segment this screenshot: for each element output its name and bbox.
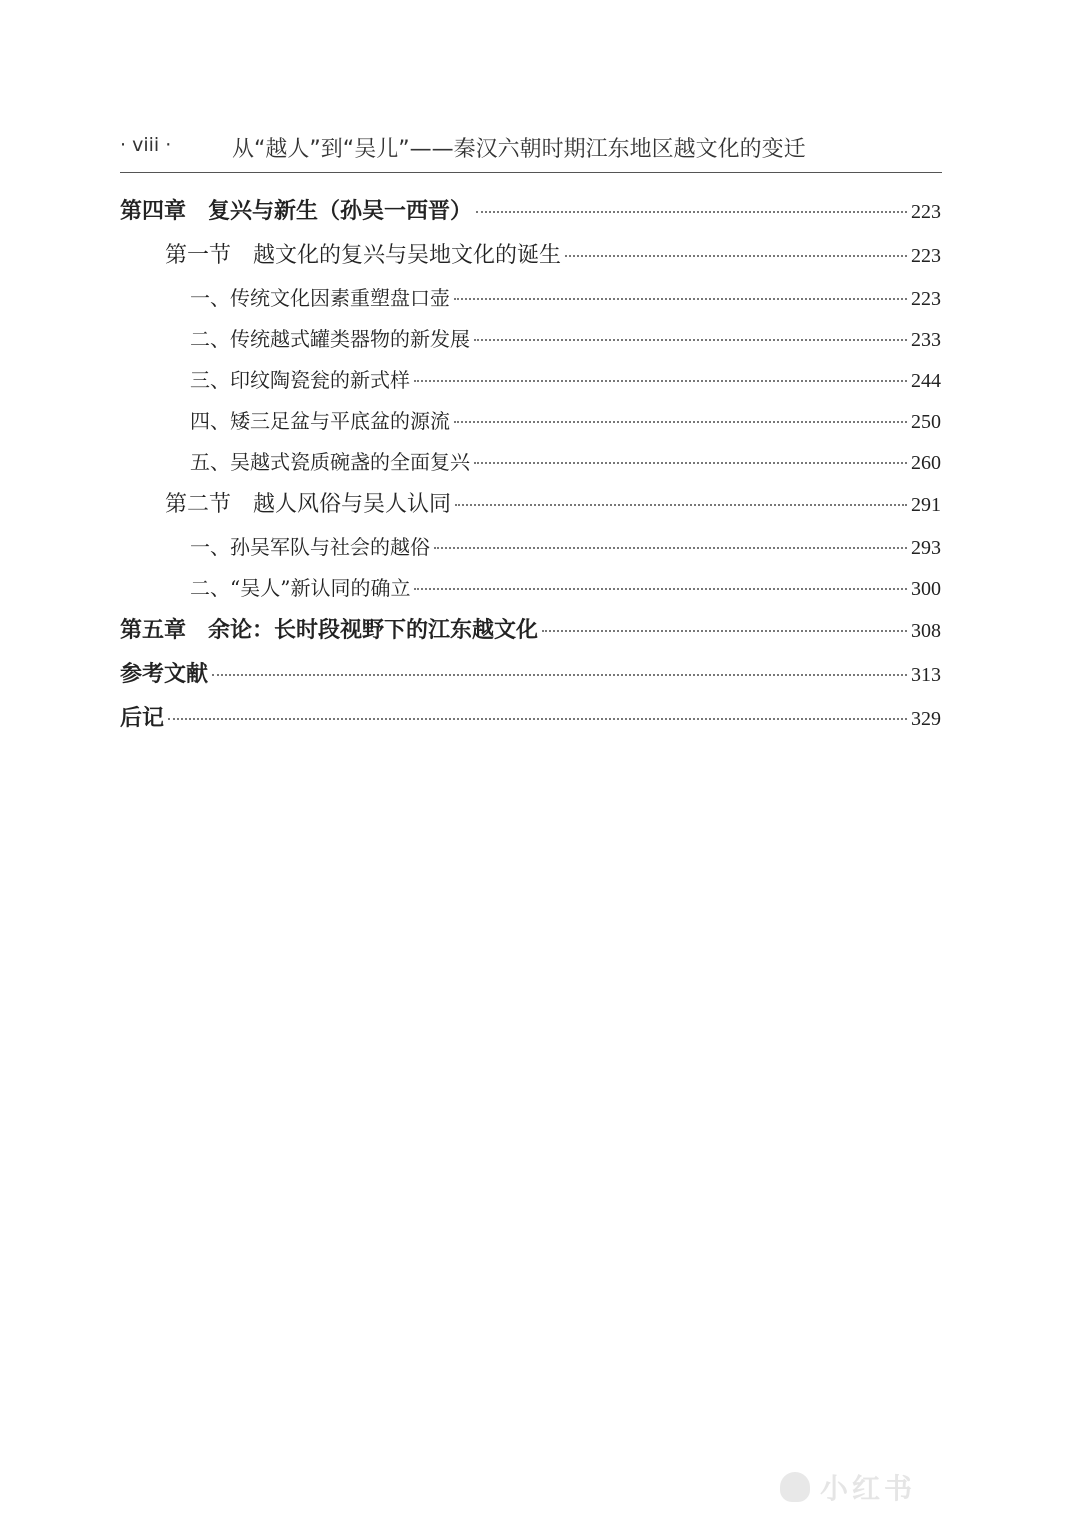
dot-leader xyxy=(474,339,907,341)
running-header xyxy=(120,128,942,173)
toc-entry-page: 244 xyxy=(911,370,941,392)
toc-entry-label: 参考文献 xyxy=(120,662,209,687)
toc-entry-sub[interactable] xyxy=(120,446,941,487)
toc-entry-label: 后记 xyxy=(120,706,165,731)
toc-entry-label: 第五章 余论：长时段视野下的江东越文化 xyxy=(120,618,539,643)
toc-entry-label: 二、传统越式罐类器物的新发展 xyxy=(190,327,470,351)
dot-leader xyxy=(476,211,907,213)
header-book-title: 从“越人”到“吴儿”——秦汉六朝时期江东地区越文化的变迁 xyxy=(232,137,806,162)
dot-leader xyxy=(542,630,907,632)
toc-entry-label: 四、矮三足盆与平底盆的源流 xyxy=(190,409,450,433)
dot-leader xyxy=(414,380,907,382)
toc-entry-sub[interactable] xyxy=(120,282,941,323)
toc-entry-label: 三、印纹陶瓷瓮的新式样 xyxy=(190,368,410,392)
toc-entry-sub[interactable] xyxy=(120,364,941,405)
toc-entry-sub[interactable] xyxy=(120,572,941,613)
toc-entry-afterword[interactable] xyxy=(120,701,941,745)
dot-leader xyxy=(565,255,907,257)
toc-entry-label: 第二节 越人风俗与吴人认同 xyxy=(165,492,452,517)
toc-entry-section-1[interactable] xyxy=(120,238,941,282)
toc-entry-label: 一、传统文化因素重塑盘口壶 xyxy=(190,286,450,310)
toc-entry-references[interactable] xyxy=(120,657,941,701)
toc-entry-label: 第一节 越文化的复兴与吴地文化的诞生 xyxy=(165,243,562,268)
toc-entry-page: 250 xyxy=(911,411,941,433)
toc-entry-page: 223 xyxy=(911,245,941,267)
toc-entry-page: 223 xyxy=(911,201,941,223)
toc-entry-page: 233 xyxy=(911,329,941,351)
watermark xyxy=(780,1465,1070,1509)
toc-entry-chapter-4[interactable] xyxy=(120,194,941,238)
toc-entry-label: 二、“吴人”新认同的确立 xyxy=(190,576,411,600)
toc-entry-page: 293 xyxy=(911,537,941,559)
toc-entry-chapter-5[interactable] xyxy=(120,613,941,657)
dot-leader xyxy=(434,547,907,549)
header-page-number: · viii · xyxy=(120,134,172,156)
dot-leader xyxy=(168,718,907,720)
toc-entry-page: 313 xyxy=(911,664,941,686)
toc-entry-page: 300 xyxy=(911,578,941,600)
toc-entry-sub[interactable] xyxy=(120,405,941,446)
watermark-logo-icon xyxy=(780,1472,810,1502)
dot-leader xyxy=(212,674,907,676)
toc-entry-sub[interactable] xyxy=(120,323,941,364)
watermark-text: 小红书 xyxy=(820,1472,917,1505)
toc-entry-page: 291 xyxy=(911,494,941,516)
dot-leader xyxy=(414,588,907,590)
toc-entry-section-2[interactable] xyxy=(120,487,941,531)
table-of-contents xyxy=(120,194,941,745)
toc-entry-label: 五、吴越式瓷质碗盏的全面复兴 xyxy=(190,450,470,474)
toc-entry-page: 329 xyxy=(911,708,941,730)
dot-leader xyxy=(455,504,907,506)
toc-entry-label: 一、孙吴军队与社会的越俗 xyxy=(190,535,430,559)
dot-leader xyxy=(454,298,907,300)
toc-entry-label: 第四章 复兴与新生（孙吴一西晋） xyxy=(120,199,473,224)
dot-leader xyxy=(474,462,907,464)
toc-entry-page: 260 xyxy=(911,452,941,474)
toc-entry-page: 308 xyxy=(911,620,941,642)
dot-leader xyxy=(454,421,907,423)
toc-entry-page: 223 xyxy=(911,288,941,310)
toc-entry-sub[interactable] xyxy=(120,531,941,572)
